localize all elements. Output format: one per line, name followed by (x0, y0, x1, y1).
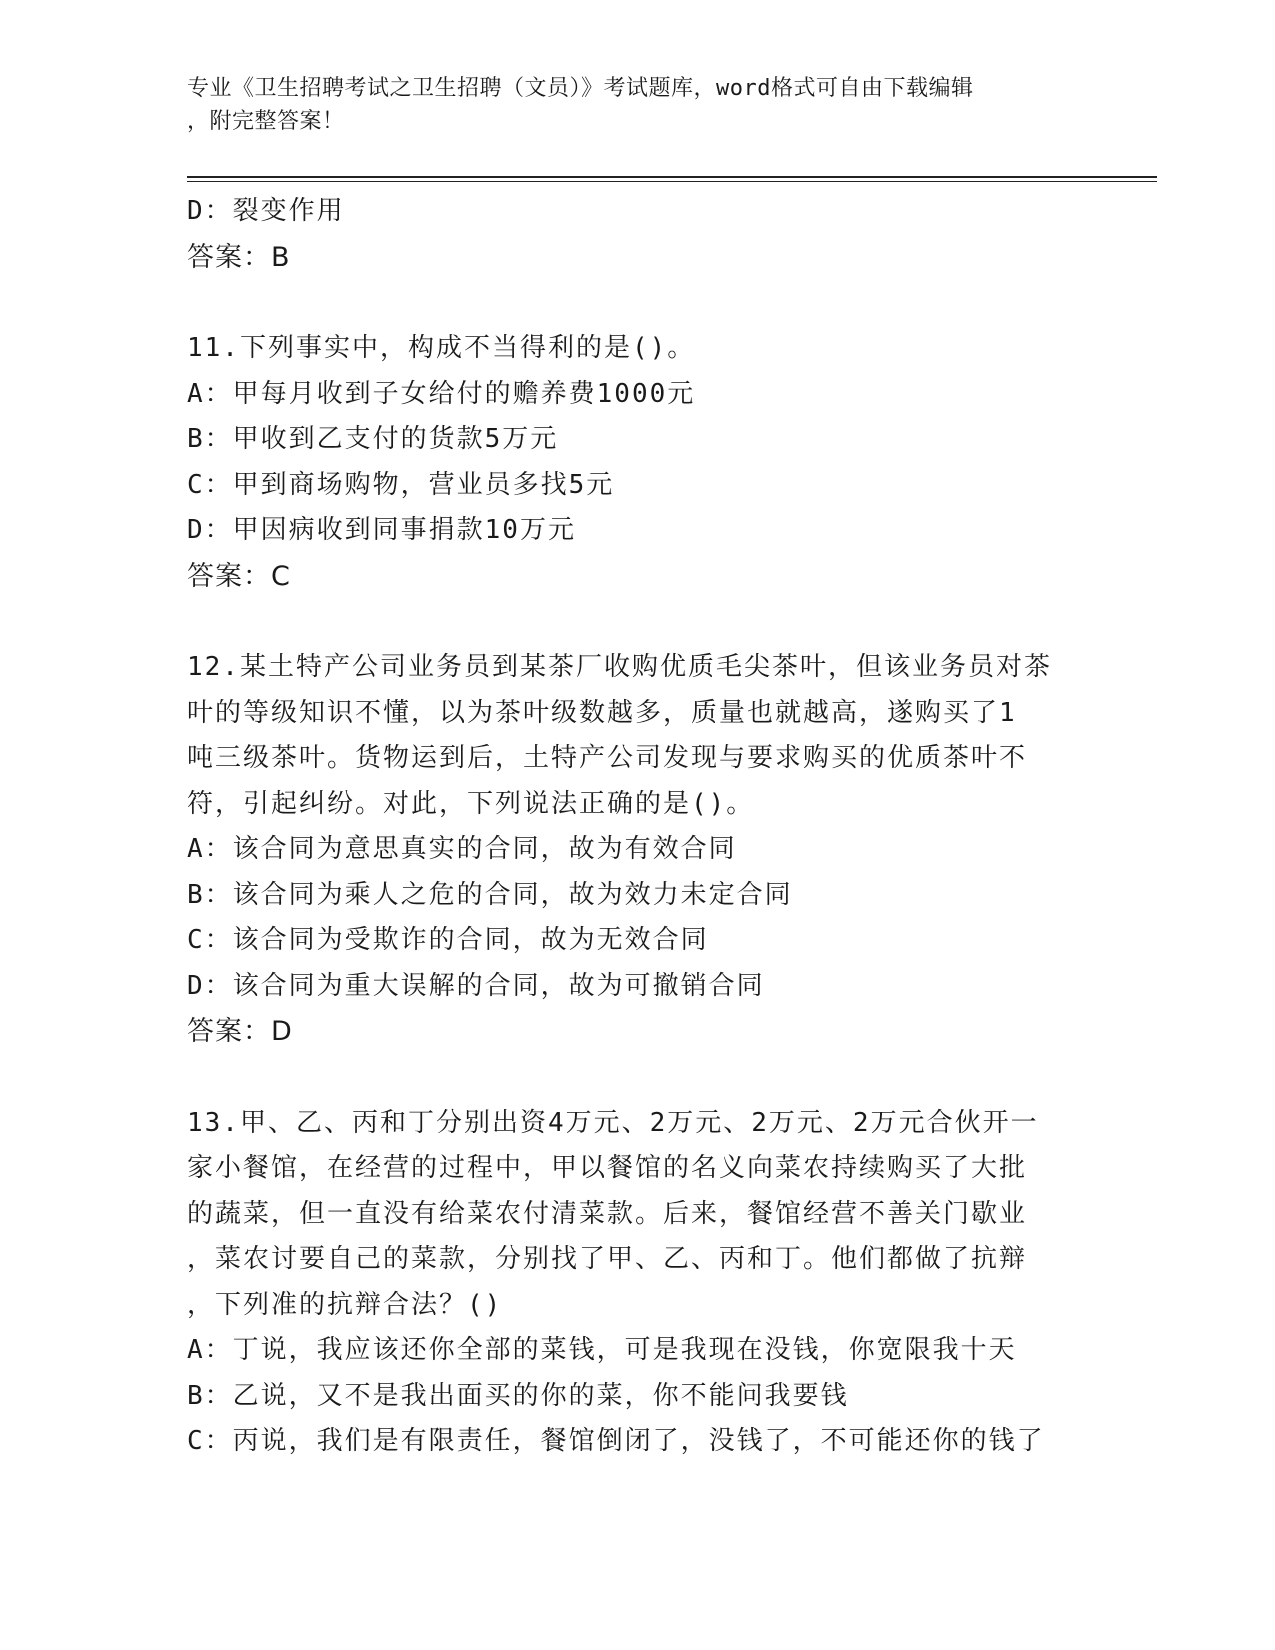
question-stem-line: 13.甲、乙、丙和丁分别出资4万元、2万元、2万元、2万元合伙开一 (187, 1107, 1039, 1138)
option-c: C：丙说，我们是有限责任，餐馆倒闭了，没钱了，不可能还你的钱了 (187, 1426, 1045, 1456)
question-stem-line: 的蔬菜，但一直没有给菜农付清菜款。后来，餐馆经营不善关门歇业 (187, 1198, 1028, 1229)
header-rule-thin (187, 181, 1157, 182)
option-a: A：丁说，我应该还你全部的菜钱，可是我现在没钱，你宽限我十天 (187, 1335, 1017, 1365)
question-stem-line: 吨三级茶叶。货物运到后，土特产公司发现与要求购买的优质茶叶不 (187, 743, 1028, 773)
option-a: A：甲每月收到子女给付的赡养费1000元 (187, 378, 696, 409)
question-stem: 11.下列事实中，构成不当得利的是()。 (187, 333, 696, 363)
spacer (187, 599, 1087, 645)
question-12 (187, 645, 1087, 1055)
question-stem-line: 符，引起纠纷。对此，下列说法正确的是()。 (187, 788, 755, 819)
option-c: C：该合同为受欺诈的合同，故为无效合同 (187, 925, 709, 955)
answer-line: 答案：D (187, 1016, 293, 1047)
question-13 (187, 1101, 1087, 1465)
question-stem-line: ，菜农讨要自己的菜款，分别找了甲、乙、丙和丁。他们都做了抗辩 (187, 1244, 1028, 1274)
option-b: B：甲收到乙支付的货款5万元 (187, 424, 559, 454)
question-11 (187, 326, 1087, 599)
spacer (187, 280, 1087, 326)
question-stem-line: 12.某土特产公司业务员到某茶厂收购优质毛尖茶叶，但该业务员对茶 (187, 652, 1052, 682)
header-rule-thick (187, 176, 1157, 178)
document-body (187, 189, 1087, 1465)
answer-line: 答案：C (187, 560, 291, 592)
document-header (187, 72, 1067, 138)
spacer (187, 1055, 1087, 1101)
question-stem-line: ，下列准的抗辩合法？() (187, 1289, 503, 1320)
option-d: D：甲因病收到同事捐款10万元 (187, 515, 576, 545)
option-b: B：该合同为乘人之危的合同，故为效力未定合同 (187, 879, 793, 910)
option-d: D：裂变作用 (187, 196, 345, 226)
question-stem-line: 叶的等级知识不懂，以为茶叶级数越多，质量也就越高，遂购买了1 (187, 697, 1017, 728)
answer-line: 答案：B (187, 241, 291, 273)
header-line-2: ，附完整答案！ (187, 109, 345, 134)
question-stem-line: 家小餐馆，在经营的过程中，甲以餐馆的名义向菜农持续购买了大批 (187, 1153, 1028, 1183)
question-10-tail (187, 189, 1087, 280)
header-line-1: 专业《卫生招聘考试之卫生招聘（文员）》考试题库，word格式可自由下载编辑 (187, 76, 974, 101)
option-c: C：甲到商场购物，营业员多找5元 (187, 469, 615, 500)
option-b: B：乙说，又不是我出面买的你的菜，你不能问我要钱 (187, 1380, 849, 1411)
option-a: A：该合同为意思真实的合同，故为有效合同 (187, 834, 737, 864)
option-d: D：该合同为重大误解的合同，故为可撤销合同 (187, 970, 765, 1001)
